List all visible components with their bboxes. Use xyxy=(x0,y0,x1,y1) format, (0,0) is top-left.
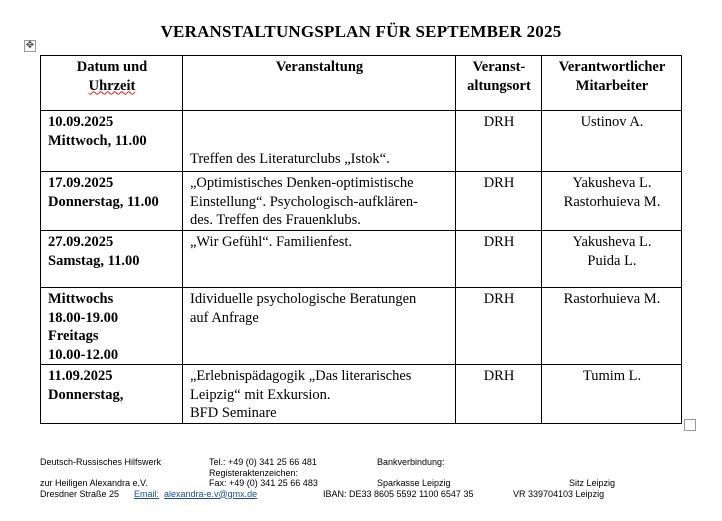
cell-event[interactable]: „Erlebnispädagogik „Das literarisches Leipzig“ mit Exkursion. BFD Seminare xyxy=(183,365,456,424)
footer-register-label: Registeraktenzeichen: xyxy=(209,467,299,478)
header-event: Veranstaltung xyxy=(183,56,456,111)
cell-place: DRH xyxy=(456,111,542,172)
cell-event[interactable]: Treffen des Literaturclubs „Istok“. xyxy=(183,111,456,172)
table-header-row xyxy=(41,56,682,111)
table-row xyxy=(41,172,682,231)
footer-seat: Sitz Leipzig xyxy=(569,478,616,488)
header-date-line2: Uhrzeit xyxy=(88,77,136,94)
cell-staff: Rastorhuieva M. xyxy=(542,288,682,365)
event-table xyxy=(40,55,682,424)
footer-bank-label: Bankverbindung: xyxy=(377,457,445,467)
table-resize-handle-icon[interactable] xyxy=(684,419,696,431)
table-row xyxy=(41,288,682,365)
footer-org2: zur Heiligen Alexandra e.V. xyxy=(40,478,148,488)
page-title: VERANSTALTUNGSPLAN FÜR SEPTEMBER 2025 xyxy=(160,22,562,41)
cell-staff: Yakusheva L. Rastorhuieva M. xyxy=(542,172,682,231)
footer-tel: Tel.: +49 (0) 341 25 66 481 xyxy=(209,457,317,467)
header-date: Datum und Uhrzeit xyxy=(41,56,183,111)
cell-staff: Tumim L. xyxy=(542,365,682,424)
cell-date: Mittwochs 18.00-19.00 Freitags 10.00-12.00 xyxy=(41,288,183,365)
table-row xyxy=(41,231,682,288)
cell-date: 17.09.2025 Donnerstag, 11.00 xyxy=(41,172,183,231)
table-move-handle-icon[interactable]: ✥ xyxy=(25,40,35,51)
footer-address: Dresdner Straße 25 xyxy=(40,488,120,499)
table-row xyxy=(41,111,682,172)
cell-place: DRH xyxy=(456,288,542,365)
cell-place: DRH xyxy=(456,365,542,424)
cell-place: DRH xyxy=(456,172,542,231)
footer-register: VR 339704103 Leipzig xyxy=(513,488,605,499)
cell-date: 27.09.2025 Samstag, 11.00 xyxy=(41,231,183,288)
cell-date: 11.09.2025 Donnerstag, xyxy=(41,365,183,424)
cell-event[interactable]: „Wir Gefühl“. Familienfest. xyxy=(183,231,456,288)
header-staff: Verantwortlicher Mitarbeiter xyxy=(542,56,682,111)
table-row xyxy=(41,365,682,424)
cell-event[interactable]: „Optimistisches Denken-optimistische Einstellung“. Psychologisch-aufklären- des. Treffen des Frauenklubs. xyxy=(183,172,456,231)
cell-staff: Ustinov A. xyxy=(542,111,682,172)
footer-iban: IBAN: DE33 8605 5592 1100 6547 35 xyxy=(323,488,474,499)
cell-event[interactable]: Idividuelle psychologische Beratungen auf Anfrage xyxy=(183,288,456,365)
footer-fax: Fax: +49 (0) 341 25 66 483 xyxy=(209,478,318,488)
footer-org: Deutsch-Russisches Hilfswerk xyxy=(40,457,162,467)
cell-place: DRH xyxy=(456,231,542,288)
header-place: Veranst- altungsort xyxy=(456,56,542,111)
footer-bank: Sparkasse Leipzig xyxy=(377,478,451,488)
page-footer: Deutsch-Russisches Hilfswerk Tel.: +49 (0) 341 25 66 481 Bankverbindung: Registeraktenzeichen: zur Heiligen Alexandra e.V. Fax: +49 (0) 341 25 66 483 Sparkasse Leipzig Sitz Leipzig Dresdner Straße 25 Email: alexandra-e.v@gmx.de IBAN: DE33 8605 5592 1100 6547 35 VR 339704103 Leipzig xyxy=(40,457,616,499)
cell-date: 10.09.2025 Mittwoch, 11.00 xyxy=(41,111,183,172)
cell-staff: Yakusheva L. Puida L. xyxy=(542,231,682,288)
